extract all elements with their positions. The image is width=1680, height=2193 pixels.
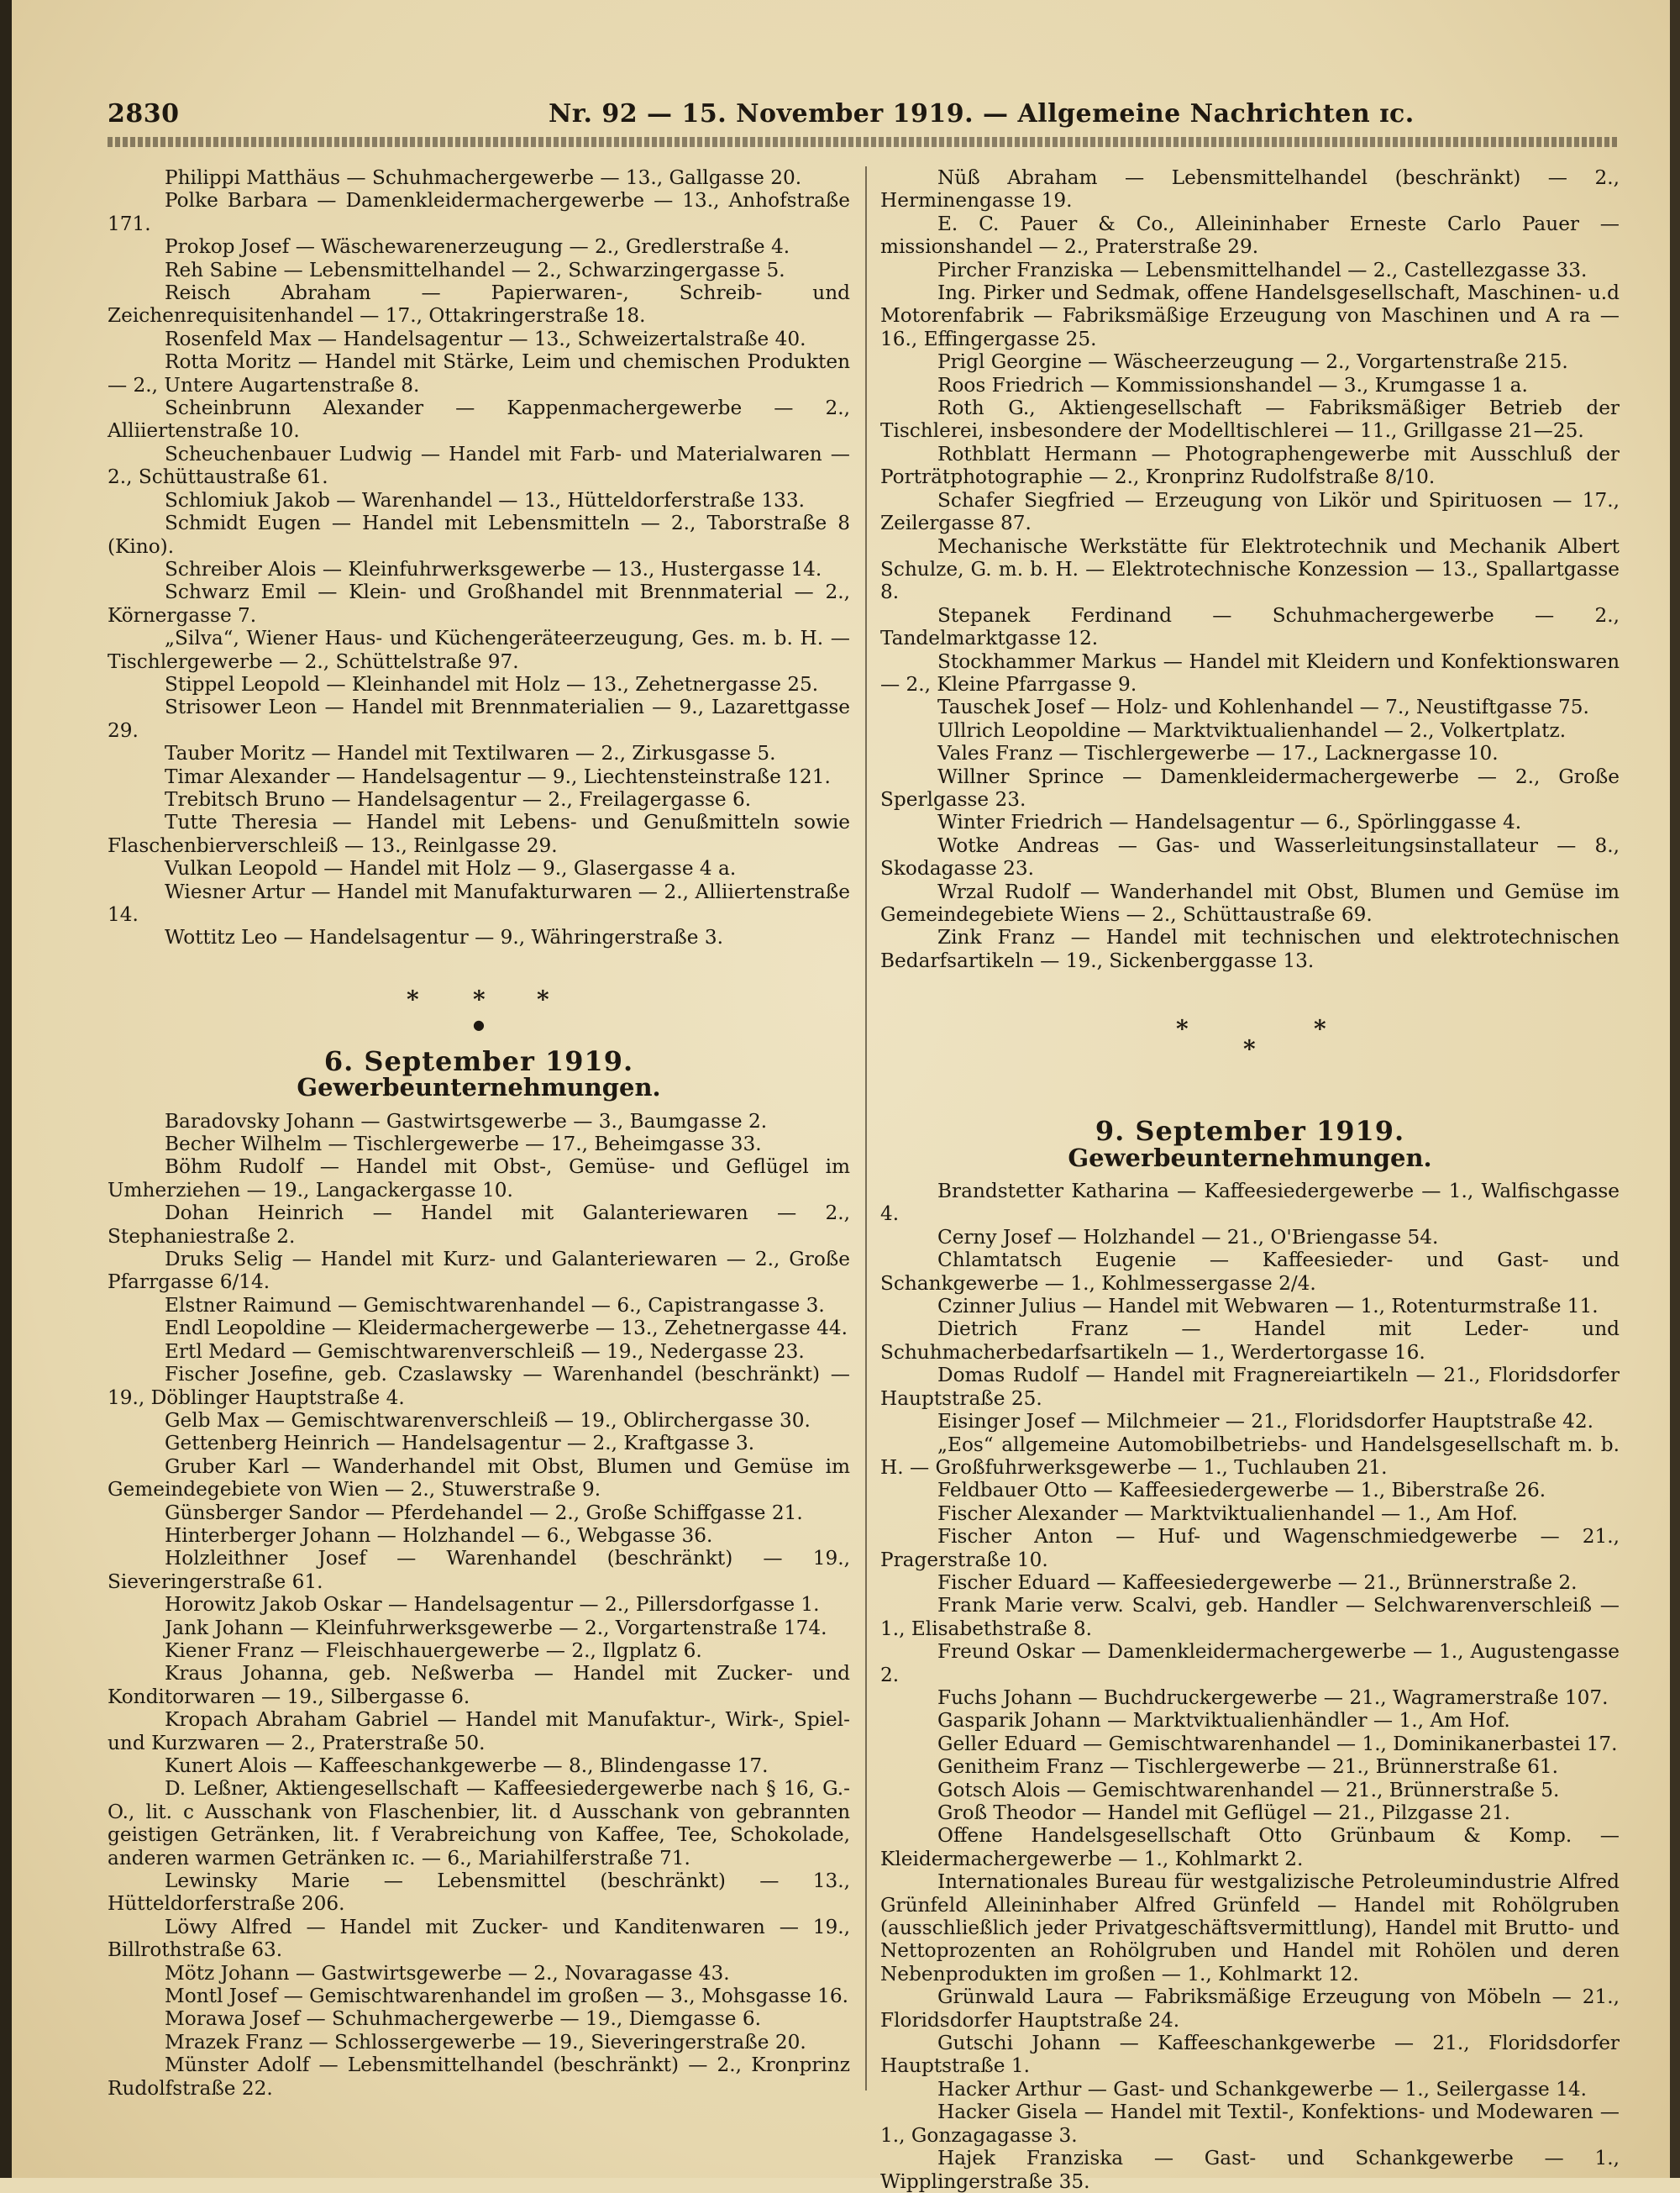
list-item: Fischer Alexander — Marktviktualienhandel — 1., Am Hof. <box>937 1501 1518 1525</box>
list-item: Tauber Moritz — Handel mit Textilwaren — 2., Zirkusgasse 5. <box>165 742 776 765</box>
list-item: Mötz Johann — Gastwirtsgewerbe — 2., Novaragasse 43. <box>165 1961 730 1985</box>
list-item: Günsberger Sandor — Pferdehandel — 2., Große Schiffgasse 21. <box>165 1501 803 1524</box>
page-header <box>108 99 1620 133</box>
list-item: Schafer Siegfried — Erzeugung von Likör und Spirituosen — 17., Zeilergasse 87. <box>880 488 1620 535</box>
list-item: Genitheim Franz — Tischlergewerbe — 21., Brünnerstraße 61. <box>937 1755 1558 1779</box>
list-item: „Silva“, Wiener Haus- und Küchengeräteerzeugung, Ges. m. b. H. — Tischlergewerbe — 2., Schüttelstraße 97. <box>108 627 850 673</box>
list-item: Ullrich Leopoldine — Marktviktualienhandel — 2., Volkertplatz. <box>937 718 1567 742</box>
masthead: Nr. 92 — 15. November 1919. — Allgemeine Nachrichten ɪc. <box>549 99 1415 129</box>
date-heading: 9. September 1919. <box>1095 1115 1405 1148</box>
list-item: Wotke Andreas — Gas- und Wasserleitungsinstallateur — 8., Skodagasse 23. <box>880 834 1620 881</box>
list-item: Cerny Josef — Holzhandel — 21., O'Briengasse 54. <box>937 1225 1439 1249</box>
list-item: Schlomiuk Jakob — Warenhandel — 13., Hütteldorferstraße 133. <box>165 488 805 512</box>
list-item: Prigl Georgine — Wäscheerzeugung — 2., Vorgartenstraße 215. <box>937 350 1568 374</box>
list-item: Eisinger Josef — Milchmeier — 21., Floridsdorfer Hauptstraße 42. <box>937 1410 1594 1433</box>
list-item: Druks Selig — Handel mit Kurz- und Galanteriewaren — 2., Große Pfarrgasse 6/14. <box>108 1248 850 1294</box>
list-item: Internationales Bureau für westgalizische Petroleumindustrie Alfred Grünfeld Alleininhaber Alfred Grünfeld — Handel mit Rohölgruben (ausschließlich jeder Privatgeschäftsvermittlung), Handel mit Brutto- und Nettoprozenten an Rohölgruben und Handel mit Rohölen und deren Nebenprodukten im großen — 1., Kohlmarkt 12. <box>880 1870 1620 1985</box>
right-entries-bottom <box>880 1180 1620 2193</box>
list-item: Philippi Matthäus — Schuhmachergewerbe — 13., Gallgasse 20. <box>165 166 802 189</box>
list-item: Münster Adolf — Lebensmittelhandel (beschränkt) — 2., Kronprinz Rudolfstraße 22. <box>108 2054 850 2100</box>
list-item: Schreiber Alois — Kleinfuhrwerksgewerbe — 13., Hustergasse 14. <box>165 557 822 581</box>
section-heading: Gewerbeunternehmungen. <box>1068 1143 1432 1172</box>
list-item: Gelb Max — Gemischtwarenverschleiß — 19., Oblirchergasse 30. <box>165 1408 811 1432</box>
list-item: Fischer Anton — Huf- und Wagenschmiedgewerbe — 21., Pragerstraße 10. <box>880 1525 1620 1571</box>
list-item: Kunert Alois — Kaffeeschankgewerbe — 8., Blindengasse 17. <box>165 1754 769 1777</box>
section-separator <box>108 949 850 1050</box>
list-item: Zink Franz — Handel mit technischen und elektrotechnischen Bedarfsartikeln — 19., Sickenberggasse 13. <box>880 926 1620 972</box>
list-item: Vales Franz — Tischlergewerbe — 17., Lacknergasse 10. <box>937 742 1499 765</box>
list-item: Vulkan Leopold — Handel mit Holz — 9., Glasergasse 4 a. <box>165 857 737 881</box>
list-item: Kropach Abraham Gabriel — Handel mit Manufaktur-, Wirk-, Spiel- und Kurzwaren — 2., Praterstraße 50. <box>108 1708 850 1754</box>
list-item: Freund Oskar — Damenkleidermachergewerbe — 1., Augustengasse 2. <box>880 1640 1620 1686</box>
list-item: Frank Marie verw. Scalvi, geb. Handler — Selchwarenverschleiß — 1., Elisabethstraße 8. <box>880 1594 1620 1640</box>
list-item: Nüß Abraham — Lebensmittelhandel (beschränkt) — 2., Herminengasse 19. <box>880 166 1620 213</box>
list-item: Morawa Josef — Schuhmachergewerbe — 19., Diemgasse 6. <box>165 2007 761 2031</box>
list-item: Mrazek Franz — Schlossergewerbe — 19., Sieveringerstraße 20. <box>165 2030 806 2054</box>
list-item: Jank Johann — Kleinfuhrwerksgewerbe — 2., Vorgartenstraße 174. <box>165 1616 827 1639</box>
list-item: Groß Theodor — Handel mit Geflügel — 21., Pilzgasse 21. <box>937 1801 1511 1824</box>
list-item: Rothblatt Hermann — Photographengewerbe mit Ausschluß der Porträtphotographie — 2., Kronprinz Rudolfstraße 8/10. <box>880 442 1620 489</box>
list-item: Tutte Theresia — Handel mit Lebens- und Genußmitteln sowie Flaschenbierverschleiß — 13., Reinlgasse 29. <box>108 811 850 857</box>
left-column <box>108 166 850 2100</box>
list-item: Fuchs Johann — Buchdruckergewerbe — 21., Wagramerstraße 107. <box>937 1686 1609 1709</box>
list-item: Pircher Franziska — Lebensmittelhandel — 2., Castellezgasse 33. <box>937 258 1588 281</box>
list-item: Chlamtatsch Eugenie — Kaffeesieder- und Gast- und Schankgewerbe — 1., Kohlmessergasse 2/4. <box>880 1249 1620 1295</box>
list-item: Tauschek Josef — Holz- und Kohlenhandel — 7., Neustiftgasse 75. <box>937 696 1589 719</box>
list-item: Kiener Franz — Fleischhauergewerbe — 2., Ilgplatz 6. <box>165 1638 702 1662</box>
list-item: Winter Friedrich — Handelsagentur — 6., Spörlinggasse 4. <box>937 811 1522 834</box>
separator-star: * <box>1176 1015 1189 1044</box>
date-heading: 6. September 1919. <box>323 1044 634 1077</box>
separator-star: * <box>407 985 419 1013</box>
page-number: 2830 <box>108 99 180 129</box>
section-heading: Gewerbeunternehmungen. <box>297 1073 661 1102</box>
list-item: Elstner Raimund — Gemischtwarenhandel — 6., Capistrangasse 3. <box>165 1293 825 1317</box>
list-item: Schwarz Emil — Klein- und Großhandel mit Brennmaterial — 2., Körnergasse 7. <box>108 581 850 627</box>
list-item: Schmidt Eugen — Handel mit Lebensmitteln — 2., Taborstraße 8 (Kino). <box>108 512 850 558</box>
list-item: Willner Sprince — Damenkleidermachergewerbe — 2., Große Sperlgasse 23. <box>880 765 1620 811</box>
list-item: Montl Josef — Gemischtwarenhandel im großen — 3., Mohsgasse 16. <box>165 1985 848 2008</box>
separator-star: * <box>537 985 549 1013</box>
list-item: Hacker Gisela — Handel mit Textil-, Konfektions- und Modewaren — 1., Gonzagagasse 3. <box>880 2101 1620 2147</box>
list-item: Offene Handelsgesellschaft Otto Grünbaum & Komp. — Kleidermachergewerbe — 1., Kohlmarkt 2. <box>880 1824 1620 1870</box>
list-item: Fischer Eduard — Kaffeesiedergewerbe — 21., Brünnerstraße 2. <box>937 1570 1578 1594</box>
list-item: Grünwald Laura — Fabriksmäßige Erzeugung von Möbeln — 21., Floridsdorfer Hauptstraße 24. <box>880 1985 1620 2032</box>
list-item: Reisch Abraham — Papierwaren-, Schreib- und Zeichenrequisitenhandel — 17., Ottakringerstraße 18. <box>108 281 850 328</box>
list-item: Strisower Leon — Handel mit Brennmaterialien — 9., Lazarettgasse 29. <box>108 696 850 742</box>
list-item: „Eos“ allgemeine Automobilbetriebs- und Handelsgesellschaft m. b. H. — Großfuhrwerksgewerbe — 1., Tuchlauben 21. <box>880 1433 1620 1479</box>
list-item: Roos Friedrich — Kommissionshandel — 3., Krumgasse 1 a. <box>937 373 1528 397</box>
list-item: Ertl Medard — Gemischtwarenverschleiß — 19., Nedergasse 23. <box>165 1339 805 1363</box>
list-item: Gruber Karl — Wanderhandel mit Obst, Blumen und Gemüse im Gemeindegebiete von Wien — 2., Stuwerstraße 9. <box>108 1454 850 1501</box>
list-item: Domas Rudolf — Handel mit Fragnereiartikeln — 21., Floridsdorfer Hauptstraße 25. <box>880 1364 1620 1410</box>
list-item: D. Leßner, Aktiengesellschaft — Kaffeesiedergewerbe nach § 16, G.-O., lit. c Ausschank von Flaschenbier, lit. d Ausschank von gebrannten geistigen Getränken, lit. f Verabreichung von Kaffee, Tee, Schokolade, anderen warmen Getränken ɪc. — 6., Mariahilferstraße 71. <box>108 1777 850 1870</box>
list-item: Prokop Josef — Wäschewarenerzeugung — 2., Gredlerstraße 4. <box>165 235 790 259</box>
list-item: Wrzal Rudolf — Wanderhandel mit Obst, Blumen und Gemüse im Gemeindegebiete Wiens — 2., Schüttaustraße 69. <box>880 880 1620 926</box>
list-item: Polke Barbara — Damenkleidermachergewerbe — 13., Anhofstraße 171. <box>108 189 850 235</box>
list-item: Gotsch Alois — Gemischtwarenhandel — 21., Brünnerstraße 5. <box>937 1778 1560 1801</box>
list-item: Brandstetter Katharina — Kaffeesiedergewerbe — 1., Walfischgasse 4. <box>880 1180 1620 1226</box>
list-item: Dietrich Franz — Handel mit Leder- und Schuhmacherbedarfsartikeln — 1., Werdertorgasse 16. <box>880 1317 1620 1364</box>
scan-edge-right <box>1670 0 1680 2178</box>
list-item: Scheuchenbauer Ludwig — Handel mit Farb- und Materialwaren — 2., Schüttaustraße 61. <box>108 442 850 489</box>
separator-star: * <box>1314 1015 1326 1044</box>
separator-dot: ● <box>473 1016 485 1033</box>
list-item: Stippel Leopold — Kleinhandel mit Holz — 13., Zehetnergasse 25. <box>165 672 819 696</box>
list-item: Gettenberg Heinrich — Handelsagentur — 2., Kraftgasse 3. <box>165 1432 755 1455</box>
right-entries-top <box>880 166 1620 972</box>
left-entries-bottom <box>108 1110 850 2100</box>
list-item: Wiesner Artur — Handel mit Manufakturwaren — 2., Alliiertenstraße 14. <box>108 880 850 926</box>
list-item: Endl Leopoldine — Kleidermachergewerbe — 13., Zehetnergasse 44. <box>165 1317 848 1340</box>
header-rule <box>108 137 1620 147</box>
list-item: Horowitz Jakob Oskar — Handelsagentur — 2., Pillersdorfgasse 1. <box>165 1593 820 1617</box>
section-separator <box>880 972 1620 1098</box>
list-item: Rotta Moritz — Handel mit Stärke, Leim und chemischen Produkten — 2., Untere Augartenstraße 8. <box>108 350 850 397</box>
list-item: Dohan Heinrich — Handel mit Galanteriewaren — 2., Stephaniestraße 2. <box>108 1202 850 1248</box>
list-item: Böhm Rudolf — Handel mit Obst-, Gemüse- und Geflügel im Umherziehen — 19., Langackergasse 10. <box>108 1155 850 1202</box>
list-item: Roth G., Aktiengesellschaft — Fabriksmäßiger Betrieb der Tischlerei, insbesondere der Modelltischlerei — 11., Grillgasse 21—25. <box>880 397 1620 443</box>
list-item: Gasparik Johann — Marktviktualienhändler — 1., Am Hof. <box>937 1709 1510 1733</box>
list-item: Fischer Josefine, geb. Czaslawsky — Warenhandel (beschränkt) — 19., Döblinger Hauptstraße 4. <box>108 1363 850 1409</box>
list-item: Becher Wilhelm — Tischlergewerbe — 17., Beheimgasse 33. <box>165 1133 762 1156</box>
list-item: Timar Alexander — Handelsagentur — 9., Liechtensteinstraße 121. <box>165 765 831 788</box>
list-item: Ing. Pirker und Sedmak, offene Handelsgesellschaft, Maschinen- u.d Motorenfabrik — Fabriksmäßige Erzeugung von Maschinen und A ra — 16., Effingergasse 25. <box>880 281 1620 350</box>
list-item: Stockhammer Markus — Handel mit Kleidern und Konfektionswaren — 2., Kleine Pfarrgasse 9. <box>880 649 1620 696</box>
list-item: Lewinsky Marie — Lebensmittel (beschränkt) — 13., Hütteldorferstraße 206. <box>108 1870 850 1916</box>
list-item: Gutschi Johann — Kaffeeschankgewerbe — 21., Floridsdorfer Hauptstraße 1. <box>880 2032 1620 2078</box>
separator-star: * <box>473 985 486 1013</box>
list-item: Geller Eduard — Gemischtwarenhandel — 1., Dominikanerbastei 17. <box>937 1732 1618 1755</box>
list-item: Czinner Julius — Handel mit Webwaren — 1., Rotenturmstraße 11. <box>937 1295 1599 1318</box>
right-column <box>880 166 1620 2193</box>
separator-star: * <box>1243 1035 1256 1064</box>
list-item: Holzleithner Josef — Warenhandel (beschränkt) — 19., Sieveringerstraße 61. <box>108 1547 850 1593</box>
list-item: Rosenfeld Max — Handelsagentur — 13., Schweizertalstraße 40. <box>165 327 806 350</box>
list-item: Kraus Johanna, geb. Neßwerba — Handel mit Zucker- und Konditorwaren — 19., Silbergasse 6. <box>108 1662 850 1708</box>
left-entries-top <box>108 166 850 949</box>
list-item: Löwy Alfred — Handel mit Zucker- und Kanditenwaren — 19., Billrothstraße 63. <box>108 1915 850 1962</box>
column-divider <box>865 166 867 2090</box>
list-item: Feldbauer Otto — Kaffeesiedergewerbe — 1., Biberstraße 26. <box>937 1479 1546 1502</box>
list-item: Trebitsch Bruno — Handelsagentur — 2., Freilagergasse 6. <box>165 787 752 811</box>
list-item: Wottitz Leo — Handelsagentur — 9., Währingerstraße 3. <box>165 926 723 949</box>
list-item: Hajek Franziska — Gast- und Schankgewerbe — 1., Wipplingerstraße 35. <box>880 2147 1620 2193</box>
list-item: Mechanische Werkstätte für Elektrotechnik und Mechanik Albert Schulze, G. m. b. H. — Elektrotechnische Konzession — 13., Spallartgasse 8. <box>880 534 1620 604</box>
scan-edge-left <box>0 0 12 2178</box>
list-item: E. C. Pauer & Co., Alleininhaber Erneste Carlo Pauer — missionshandel — 2., Praterstraße 29. <box>880 212 1620 259</box>
list-item: Reh Sabine — Lebensmittelhandel — 2., Schwarzingergasse 5. <box>165 258 785 281</box>
list-item: Stepanek Ferdinand — Schuhmachergewerbe — 2., Tandelmarktgasse 12. <box>880 603 1620 650</box>
list-item: Baradovsky Johann — Gastwirtsgewerbe — 3., Baumgasse 2. <box>165 1109 768 1133</box>
list-item: Scheinbrunn Alexander — Kappenmachergewerbe — 2., Alliiertenstraße 10. <box>108 397 850 443</box>
list-item: Hinterberger Johann — Holzhandel — 6., Webgasse 36. <box>165 1523 713 1547</box>
list-item: Hacker Arthur — Gast- und Schankgewerbe — 1., Seilergasse 14. <box>937 2077 1588 2101</box>
